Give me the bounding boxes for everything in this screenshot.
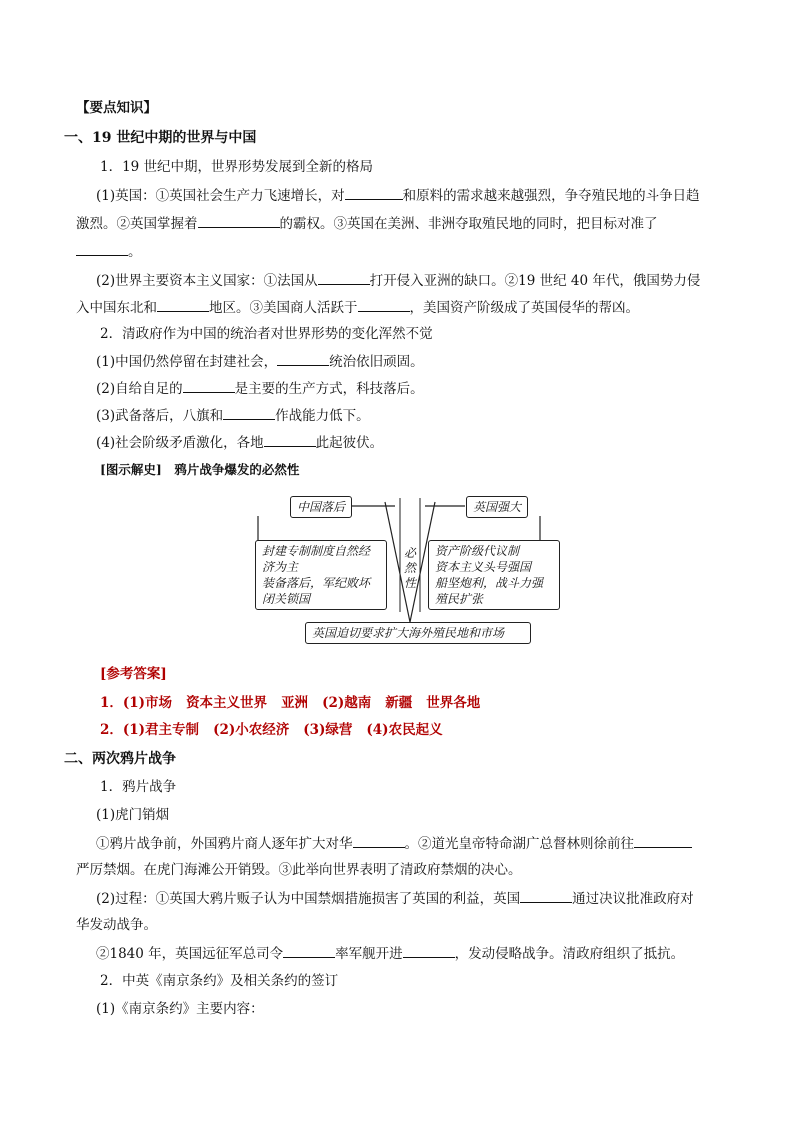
right-item: 船坚炮利，战斗力强 (435, 576, 544, 590)
point-1-title: 1．鸦片战争 (100, 779, 177, 795)
fill-blank (223, 405, 275, 420)
text: 地区。③美国商人活跃于 (209, 300, 358, 316)
paragraph-2-1 (96, 351, 424, 372)
answer-line-2 (100, 720, 457, 740)
fill-blank (353, 833, 405, 848)
center-label (403, 546, 417, 591)
answer-item: 世界各地 (426, 695, 481, 711)
text: (1)英国：①英国社会生产力飞速增长，对 (96, 188, 345, 204)
answer-item: 新疆 (385, 695, 413, 711)
section-header: 【要点知识】 (76, 100, 157, 116)
text: 打开侵入亚洲的缺口。②19 世纪 40 年代，俄国势力侵 (369, 273, 701, 289)
text: (2)过程：①英国大鸦片贩子认为中国禁烟措施损害了英国的利益，英国 (96, 891, 521, 907)
text: (3)武备落后，八旗和 (96, 408, 224, 424)
subpoint: (1)《南京条约》主要内容： (96, 1001, 264, 1017)
right-item: 资本主义头号强国 (435, 560, 532, 574)
diagram-caption: [图示解史] 鸦片战争爆发的必然性 (100, 462, 300, 477)
text: (1)中国仍然停留在封建社会， (96, 354, 278, 370)
left-title-box: 中国落后 (290, 496, 352, 518)
subpoint: (1)虎门销烟 (96, 807, 170, 823)
fill-blank (264, 432, 316, 447)
paragraph-1-2 (96, 270, 700, 291)
text: ①鸦片战争前，外国鸦片商人逐年扩大对华 (96, 836, 353, 852)
right-title-box: 英国强大 (466, 496, 528, 518)
fill-blank (345, 185, 403, 200)
fill-blank (157, 297, 209, 312)
text: 作战能力低下。 (275, 408, 370, 424)
paragraph-2-4 (96, 432, 383, 453)
section-title-1: 一、19 世纪中期的世界与中国 (64, 130, 257, 146)
text: 此起彼伏。 (315, 435, 384, 451)
paragraph-s2-3 (96, 943, 684, 964)
text: 激烈。②英国掌握着 (76, 216, 198, 232)
bottom-conclusion-box: 英国迫切要求扩大海外殖民地和市场 (305, 622, 531, 644)
center-char: 必 (403, 546, 416, 560)
point-1-title: 1．19 世纪中期，世界形势发展到全新的格局 (100, 159, 374, 175)
paragraph-1-1-end (76, 241, 142, 262)
fill-blank (318, 270, 370, 285)
cause-diagram (250, 494, 550, 654)
fill-blank (183, 378, 235, 393)
fill-blank (358, 297, 410, 312)
answer-item: 亚洲 (281, 695, 309, 711)
left-item: 封建专制制度自然经 (262, 544, 371, 558)
text: 的霸权。③英国在美洲、非洲夺取殖民地的同时，把目标对准了 (279, 216, 658, 232)
text: 。 (128, 244, 142, 260)
paragraph-s2-2 (96, 888, 694, 909)
left-items-box (255, 540, 387, 610)
text: ，美国资产阶级成了英国侵华的帮凶。 (409, 300, 639, 316)
paragraph-s2-1-cont: 严厉禁烟。在虎门海滩公开销毁。③此举向世界表明了清政府禁烟的决心。 (76, 862, 522, 878)
text: ，发动侵略战争。清政府组织了抵抗。 (454, 946, 685, 962)
fill-blank (403, 943, 455, 958)
right-item: 殖民扩张 (435, 592, 484, 606)
text: 是主要的生产方式，科技落后。 (234, 381, 424, 397)
text: 通过决议批准政府对 (572, 891, 694, 907)
point-2-title: 2．清政府作为中国的统治者对世界形势的变化浑然不觉 (100, 326, 433, 342)
answer-item: (3)绿营 (303, 722, 353, 738)
text: 率军舰开进 (335, 946, 403, 962)
text: 入中国东北和 (76, 300, 157, 316)
fill-blank (634, 833, 692, 848)
answer-line-1 (100, 693, 494, 713)
fill-blank (283, 943, 335, 958)
paragraph-2-3 (96, 405, 370, 426)
text: 。②道光皇帝特命湖广总督林则徐前往 (404, 836, 634, 852)
left-item: 闭关锁国 (262, 592, 311, 606)
paragraph-1-1-cont (76, 213, 658, 234)
right-item: 资产阶级代议制 (435, 544, 520, 558)
paragraph-2-2 (96, 378, 424, 399)
answer-item: 2．(1)君主专制 (100, 722, 200, 738)
fill-blank (76, 241, 128, 256)
answer-item: 1．(1)市场 (100, 695, 173, 711)
paragraph-s2-2-cont: 华发动战争。 (76, 917, 157, 933)
answer-title: [参考答案] (100, 666, 167, 682)
text: (4)社会阶级矛盾激化，各地 (96, 435, 264, 451)
paragraph-1-2-cont (76, 297, 639, 318)
text: (2)自给自足的 (96, 381, 183, 397)
center-char: 性 (403, 576, 416, 590)
fill-blank (277, 351, 329, 366)
answer-item: (4)农民起义 (366, 722, 443, 738)
center-char: 然 (403, 561, 416, 575)
right-items-box (428, 540, 560, 610)
text: ②1840 年，英国远征军总司令 (96, 946, 284, 962)
fill-blank (198, 213, 280, 228)
text: 统治依旧顽固。 (329, 354, 424, 370)
answer-item: 资本主义世界 (186, 695, 268, 711)
text: 和原料的需求越来越强烈，争夺殖民地的斗争日趋 (402, 188, 700, 204)
point-2-title: 2．中英《南京条约》及相关条约的签订 (100, 973, 339, 989)
section-title-2: 二、两次鸦片战争 (64, 751, 176, 767)
answer-item: (2)越南 (322, 695, 372, 711)
paragraph-1-1 (96, 185, 700, 206)
paragraph-s2-1 (96, 833, 692, 854)
text: (2)世界主要资本主义国家：①法国从 (96, 273, 318, 289)
answer-item: (2)小农经济 (213, 722, 290, 738)
left-item: 济为主 (262, 560, 299, 574)
left-item: 装备落后，军纪败坏 (262, 576, 371, 590)
fill-blank (520, 888, 572, 903)
